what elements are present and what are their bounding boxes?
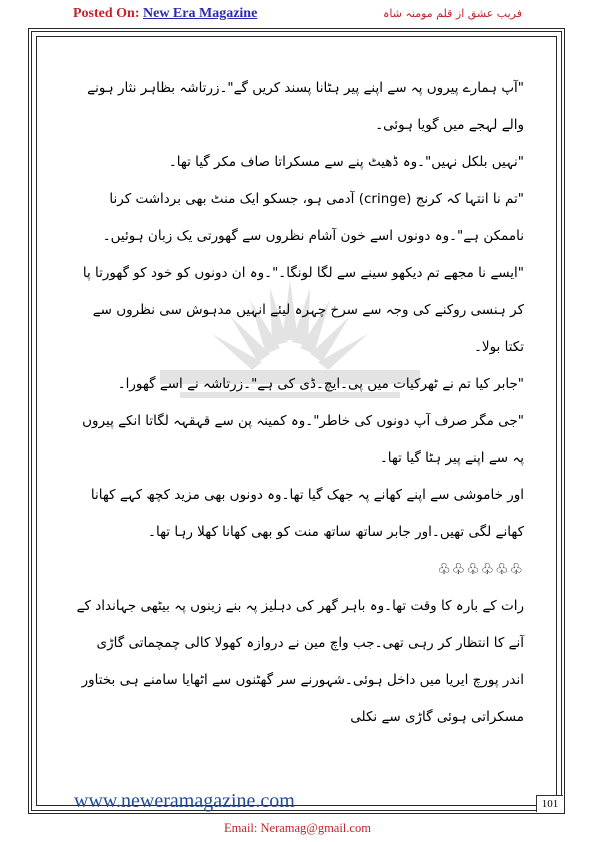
page-header [0,4,595,26]
paragraph: "نہیں بلکل نہیں"۔وہ ڈھیٹ پنے سے مسکراتا صاف مکر گیا تھا۔ [168,154,524,170]
paragraph: "تم نا انتہا کہ کرنج (cringe) آدمی ہو، جسکو ایک منٹ بھی برداشت کرنا ناممکن ہے"۔وہ دونوں اسے خون آشام نظروں سے گھورتی یک زبان ہوئیں۔ [102,191,524,244]
contact-email: Email: Neramag@gmail.com [224,821,371,835]
paragraph: "جی مگر صرف آپ دونوں کی خاطر"۔وہ کمینہ پن سے قہقہہ لگاتا انکے پیروں پہ سے اپنے پیر ہٹا گیا تھا۔ [82,413,524,466]
article-body [72,70,524,736]
website-url[interactable]: www.neweramagazine.com [74,790,295,812]
paragraph: رات کے بارہ کا وقت تھا۔وہ باہر گھر کی دہلیز پہ بنے زینوں پہ بیٹھی جہانداد کے آنے کا انتظار کر رہی تھی۔جب واچ مین نے دروازہ کھولا کالی چمچماتی گاڑی اندر پورچ ایریا میں داخل ہوئی۔شہورنے سر گھٹنوں سے اٹھایا سامنے ہی بختاور مسکراتی ہوئی گاڑی سے نکلی [76,598,524,725]
posted-on-label [73,6,257,22]
paragraph: اور خاموشی سے اپنے کھانے پہ جھک گیا تھا۔وہ دونوں بھی مزید کچھ کہے کھانا کھانے لگی تھیں۔اور جابر ساتھ ساتھ منت کو بھی کھانا کھلا رہا تھا۔ [90,487,524,540]
page-number: 101 [536,795,563,812]
paragraph: "جابر کیا تم نے ٹھرکیات میں پی۔ایچ۔ڈی کی ہے"۔زرتاشہ نے اسے گھورا۔ [117,376,524,392]
posted-prefix: Posted On: [73,6,140,21]
paragraph: "آپ ہمارے پیروں پہ سے اپنے پیر ہٹانا پسند کریں گے"۔زرتاشہ بظاہر نثار ہونے والے لہجے میں گویا ہوئی۔ [87,80,524,133]
magazine-link[interactable]: New Era Magazine [143,6,258,21]
novel-title: فریب عشق از قلم مومنہ شاہ [382,7,522,20]
paragraph: "ایسے نا مجھے تم دیکھو سینے سے لگا لونگا۔"۔وہ ان دونوں کو خود کو گھورتا پا کر ہنسی روکنے کی وجہ سے سرخ چہرہ لیئے انہیں مدہوش سی نظروں سے تکتا بولا۔ [82,265,524,355]
section-divider-clubs: ♧♧♧♧♧♧ [437,560,524,578]
